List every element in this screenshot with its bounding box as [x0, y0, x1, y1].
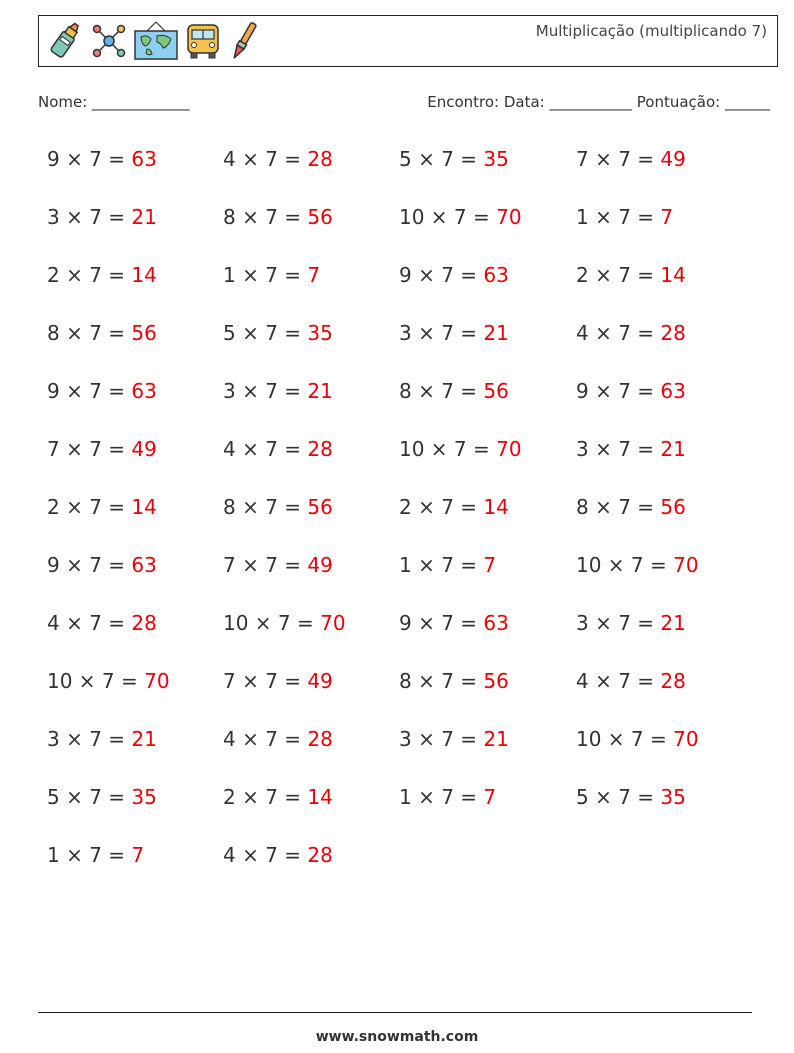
problem-question: 5 × 7 =: [399, 147, 484, 171]
worksheet-title: Multiplicação (multiplicando 7): [535, 22, 767, 40]
problem-answer: 63: [131, 379, 157, 403]
problem-answer: 56: [483, 379, 509, 403]
problem-question: 10 × 7 =: [399, 205, 497, 229]
network-icon: [89, 19, 129, 63]
problem-answer: 70: [673, 727, 699, 751]
problem-item: [576, 437, 686, 461]
problem-answer: 28: [660, 321, 686, 345]
problem-item: [399, 553, 496, 577]
problem-question: 1 × 7 =: [47, 843, 132, 867]
problem-question: 2 × 7 =: [576, 263, 661, 287]
problem-answer: 21: [483, 727, 509, 751]
problem-question: 3 × 7 =: [576, 611, 661, 635]
problem-answer: 14: [131, 495, 157, 519]
problem-question: 4 × 7 =: [223, 147, 308, 171]
problem-answer: 70: [673, 553, 699, 577]
problem-question: 3 × 7 =: [47, 727, 132, 751]
problem-question: 9 × 7 =: [576, 379, 661, 403]
problem-item: [223, 321, 333, 345]
problem-answer: 28: [307, 727, 333, 751]
problem-answer: 14: [483, 495, 509, 519]
icon-strip: [45, 18, 261, 64]
problem-item: [47, 437, 157, 461]
problem-item: [399, 727, 509, 751]
info-row: [38, 93, 778, 115]
problem-answer: 21: [131, 205, 157, 229]
problem-item: [576, 785, 686, 809]
problem-question: 1 × 7 =: [399, 553, 484, 577]
problem-item: [576, 263, 686, 287]
problem-question: 8 × 7 =: [399, 669, 484, 693]
problem-question: 4 × 7 =: [223, 437, 308, 461]
problem-item: [576, 727, 699, 751]
problem-item: [223, 669, 333, 693]
problem-question: 9 × 7 =: [47, 379, 132, 403]
problem-answer: 35: [131, 785, 157, 809]
problem-item: [223, 263, 320, 287]
problem-item: [47, 205, 157, 229]
problem-item: [576, 495, 686, 519]
problem-item: [399, 379, 509, 403]
date-score-field[interactable]: Encontro: Data: ___________ Pontuação: ______: [427, 93, 770, 111]
problem-item: [399, 785, 496, 809]
problem-question: 3 × 7 =: [223, 379, 308, 403]
problem-answer: 49: [307, 553, 333, 577]
problem-item: [47, 321, 157, 345]
problem-answer: 14: [660, 263, 686, 287]
problem-answer: 7: [131, 843, 145, 867]
header-box: [38, 15, 778, 67]
problem-item: [223, 205, 333, 229]
problem-question: 3 × 7 =: [47, 205, 132, 229]
problem-answer: 56: [483, 669, 509, 693]
problem-answer: 35: [483, 147, 509, 171]
problem-question: 10 × 7 =: [399, 437, 497, 461]
problem-answer: 35: [307, 321, 333, 345]
problem-question: 1 × 7 =: [399, 785, 484, 809]
problem-question: 7 × 7 =: [223, 669, 308, 693]
problem-question: 5 × 7 =: [223, 321, 308, 345]
problem-answer: 70: [144, 669, 170, 693]
problem-question: 1 × 7 =: [223, 263, 308, 287]
problem-answer: 70: [320, 611, 346, 635]
problem-answer: 56: [660, 495, 686, 519]
problem-question: 3 × 7 =: [576, 437, 661, 461]
problem-item: [576, 321, 686, 345]
problem-answer: 21: [660, 437, 686, 461]
problem-item: [47, 785, 157, 809]
problem-item: [223, 495, 333, 519]
problem-answer: 56: [307, 495, 333, 519]
problem-answer: 56: [131, 321, 157, 345]
paintbrush-icon: [227, 19, 261, 63]
problem-answer: 21: [307, 379, 333, 403]
problem-answer: 70: [496, 437, 522, 461]
problem-answer: 49: [307, 669, 333, 693]
problem-answer: 7: [483, 553, 497, 577]
problem-item: [576, 611, 686, 635]
problem-answer: 63: [483, 263, 509, 287]
problem-answer: 14: [131, 263, 157, 287]
problem-answer: 49: [660, 147, 686, 171]
problem-question: 4 × 7 =: [223, 727, 308, 751]
problem-item: [576, 669, 686, 693]
problem-item: [223, 379, 333, 403]
problem-item: [223, 147, 333, 171]
problem-question: 7 × 7 =: [223, 553, 308, 577]
world-map-icon: [133, 19, 179, 63]
problem-item: [47, 727, 157, 751]
problem-question: 2 × 7 =: [47, 263, 132, 287]
problem-item: [399, 321, 509, 345]
problem-item: [399, 611, 509, 635]
problem-answer: 63: [131, 147, 157, 171]
school-bus-icon: [183, 19, 223, 63]
problem-item: [576, 553, 699, 577]
problem-item: [47, 263, 157, 287]
problem-item: [576, 205, 673, 229]
problem-question: 10 × 7 =: [576, 727, 674, 751]
problem-answer: 70: [496, 205, 522, 229]
footer-divider: [38, 1012, 752, 1013]
problem-answer: 49: [131, 437, 157, 461]
problem-item: [399, 495, 509, 519]
problem-question: 10 × 7 =: [576, 553, 674, 577]
problem-item: [399, 147, 509, 171]
problem-question: 10 × 7 =: [223, 611, 321, 635]
problem-answer: 28: [131, 611, 157, 635]
problem-item: [399, 263, 509, 287]
problem-question: 2 × 7 =: [399, 495, 484, 519]
problem-item: [47, 669, 170, 693]
problem-item: [47, 611, 157, 635]
problem-question: 3 × 7 =: [399, 727, 484, 751]
footer-url[interactable]: www.snowmath.com: [315, 1029, 479, 1045]
problem-item: [399, 437, 522, 461]
problem-question: 5 × 7 =: [576, 785, 661, 809]
problem-question: 2 × 7 =: [47, 495, 132, 519]
problem-item: [576, 147, 686, 171]
problem-question: 4 × 7 =: [47, 611, 132, 635]
problem-question: 9 × 7 =: [47, 147, 132, 171]
problem-answer: 28: [660, 669, 686, 693]
problem-item: [399, 669, 509, 693]
problem-answer: 14: [307, 785, 333, 809]
problem-answer: 7: [660, 205, 674, 229]
problem-item: [223, 553, 333, 577]
problem-question: 4 × 7 =: [576, 321, 661, 345]
problem-question: 4 × 7 =: [223, 843, 308, 867]
problem-item: [223, 785, 333, 809]
problem-item: [47, 147, 157, 171]
problem-question: 2 × 7 =: [223, 785, 308, 809]
problem-answer: 21: [483, 321, 509, 345]
problem-question: 1 × 7 =: [576, 205, 661, 229]
name-field[interactable]: Nome: _____________: [38, 93, 190, 111]
problem-question: 7 × 7 =: [47, 437, 132, 461]
problem-item: [223, 611, 346, 635]
problem-answer: 28: [307, 437, 333, 461]
problem-question: 9 × 7 =: [47, 553, 132, 577]
problem-answer: 63: [483, 611, 509, 635]
problem-item: [47, 553, 157, 577]
problem-question: 7 × 7 =: [576, 147, 661, 171]
problem-item: [223, 437, 333, 461]
problem-item: [223, 843, 333, 867]
problem-answer: 7: [483, 785, 497, 809]
problem-item: [47, 843, 144, 867]
problem-answer: 28: [307, 147, 333, 171]
problem-question: 10 × 7 =: [47, 669, 145, 693]
problem-question: 9 × 7 =: [399, 263, 484, 287]
problem-answer: 35: [660, 785, 686, 809]
problem-answer: 21: [660, 611, 686, 635]
problem-item: [576, 379, 686, 403]
problem-question: 4 × 7 =: [576, 669, 661, 693]
problem-answer: 63: [660, 379, 686, 403]
problem-question: 8 × 7 =: [399, 379, 484, 403]
problem-item: [47, 495, 157, 519]
problem-item: [223, 727, 333, 751]
problem-answer: 7: [307, 263, 321, 287]
problem-question: 9 × 7 =: [399, 611, 484, 635]
problem-answer: 56: [307, 205, 333, 229]
problem-question: 3 × 7 =: [399, 321, 484, 345]
problem-item: [47, 379, 157, 403]
problem-question: 8 × 7 =: [223, 495, 308, 519]
problem-answer: 28: [307, 843, 333, 867]
problem-question: 8 × 7 =: [223, 205, 308, 229]
problem-answer: 63: [131, 553, 157, 577]
problem-question: 5 × 7 =: [47, 785, 132, 809]
highlighter-icon: [45, 19, 85, 63]
problem-item: [399, 205, 522, 229]
problem-question: 8 × 7 =: [576, 495, 661, 519]
problem-question: 8 × 7 =: [47, 321, 132, 345]
problem-answer: 21: [131, 727, 157, 751]
